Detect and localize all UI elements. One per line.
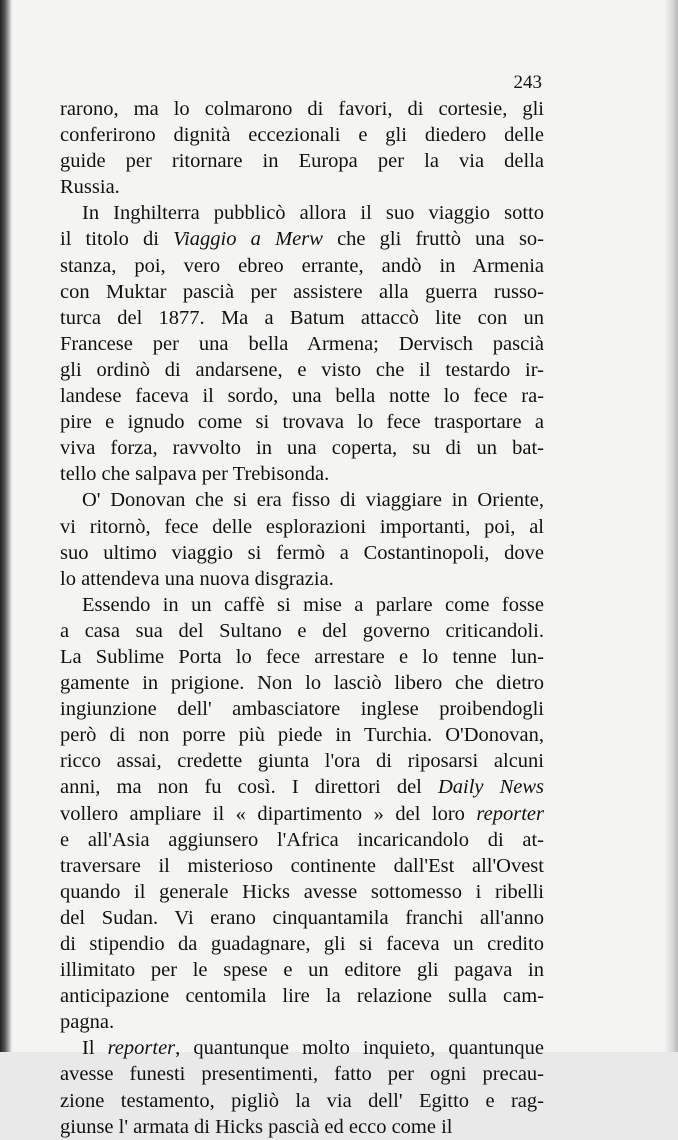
text-line: del Sudan. Vi erano cinquantamila franchi all'anno — [60, 906, 544, 929]
italic-text: Daily News — [437, 776, 544, 799]
text-line: anni, ma non fu così. I direttori del Daily News — [60, 776, 544, 799]
italic-text: reporter — [476, 802, 544, 825]
text-line: Essendo in un caffè si mise a parlare come fosse — [82, 593, 544, 616]
italic-text: reporter — [107, 1037, 176, 1060]
paragraph — [60, 487, 544, 591]
text-line: lo attendeva una nuova disgrazia. — [60, 567, 334, 590]
text-line: Il reporter, quantunque molto inquieto, quantunque — [82, 1037, 544, 1060]
text-line: La Sublime Porta lo fece arrestare e lo tenne lun- — [60, 645, 544, 668]
text-line: vi ritornò, fece delle esplorazioni importanti, poi, al — [60, 515, 544, 538]
paragraph — [60, 200, 544, 487]
text-line: illimitato per le spese e un editore gli pagava in — [60, 959, 544, 982]
italic-text: Viaggio a Merw — [173, 228, 323, 251]
page-number: 243 — [513, 72, 542, 93]
text-line: guide per ritornare in Europa per la via della — [60, 150, 544, 173]
page-edge — [664, 0, 678, 1052]
text-line: viva forza, ravvolto in una coperta, su di un bat- — [60, 437, 544, 460]
text-line: traversare il misterioso continente dall'Est all'Ovest — [60, 854, 544, 877]
body-text — [60, 96, 544, 1140]
text-line: a casa sua del Sultano e del governo criticandoli. — [60, 619, 544, 642]
text-line: suo ultimo viaggio si fermò a Costantinopoli, dove — [60, 541, 544, 564]
text-line: ricco assai, credette giunta l'ora di riposarsi alcuni — [60, 750, 544, 773]
text-line: però di non porre più piede in Turchia. O'Donovan, — [60, 724, 544, 747]
text-line: avesse funesti presentimenti, fatto per ogni precau- — [60, 1063, 544, 1086]
text-line: e all'Asia aggiunsero l'Africa incaricandolo di at- — [60, 828, 544, 851]
text-line: ingiunzione dell' ambasciatore inglese proibendogli — [60, 698, 544, 721]
text-line: landese faceva il sordo, una bella notte lo fece ra- — [60, 385, 544, 408]
text-line: quando il generale Hicks avesse sottomesso i ribelli — [60, 880, 544, 903]
text-line: vollero ampliare il « dipartimento » del loro reporter — [60, 802, 544, 825]
text-line: rarono, ma lo colmarono di favori, di cortesie, gli — [60, 98, 544, 120]
text-line: gli ordinò di andarsene, e visto che il testardo ir- — [60, 358, 544, 381]
text-line: In Inghilterra pubblicò allora il suo viaggio sotto — [82, 202, 544, 225]
paragraph — [60, 592, 544, 1036]
paragraph — [60, 96, 544, 200]
text-line: il titolo di Viaggio a Merw che gli fruttò una so- — [60, 228, 544, 251]
text-line: turca del 1877. Ma a Batum attaccò lite con un — [60, 306, 544, 329]
text-line: giunse l' armata di Hicks pascià ed ecco come il — [60, 1115, 453, 1138]
text-line: O' Donovan che si era fisso di viaggiare in Oriente, — [82, 489, 544, 512]
text-line: con Muktar pascià per assistere alla guerra russo- — [60, 280, 544, 303]
text-line: Russia. — [60, 176, 120, 199]
text-line: gamente in prigione. Non lo lasciò libero che dietro — [60, 672, 544, 695]
text-line: Francese per una bella Armena; Dervisch pascià — [60, 332, 544, 355]
text-line: pagna. — [60, 1011, 115, 1034]
paragraph — [60, 1035, 544, 1139]
text-line: conferirono dignità eccezionali e gli diedero delle — [60, 124, 544, 147]
text-line: pire e ignudo come si trovava lo fece trasportare a — [60, 411, 544, 434]
text-line: di stipendio da guadagnare, gli si faceva un credito — [60, 933, 544, 955]
text-line: anticipazione centomila lire la relazione sulla cam- — [60, 985, 544, 1008]
text-line: tello che salpava per Trebisonda. — [60, 463, 330, 486]
text-line: stanza, poi, vero ebreo errante, andò in Armenia — [60, 254, 544, 277]
binding-shadow — [0, 0, 12, 1052]
text-line: zione testamento, pigliò la via dell' Egitto e rag- — [60, 1089, 544, 1112]
